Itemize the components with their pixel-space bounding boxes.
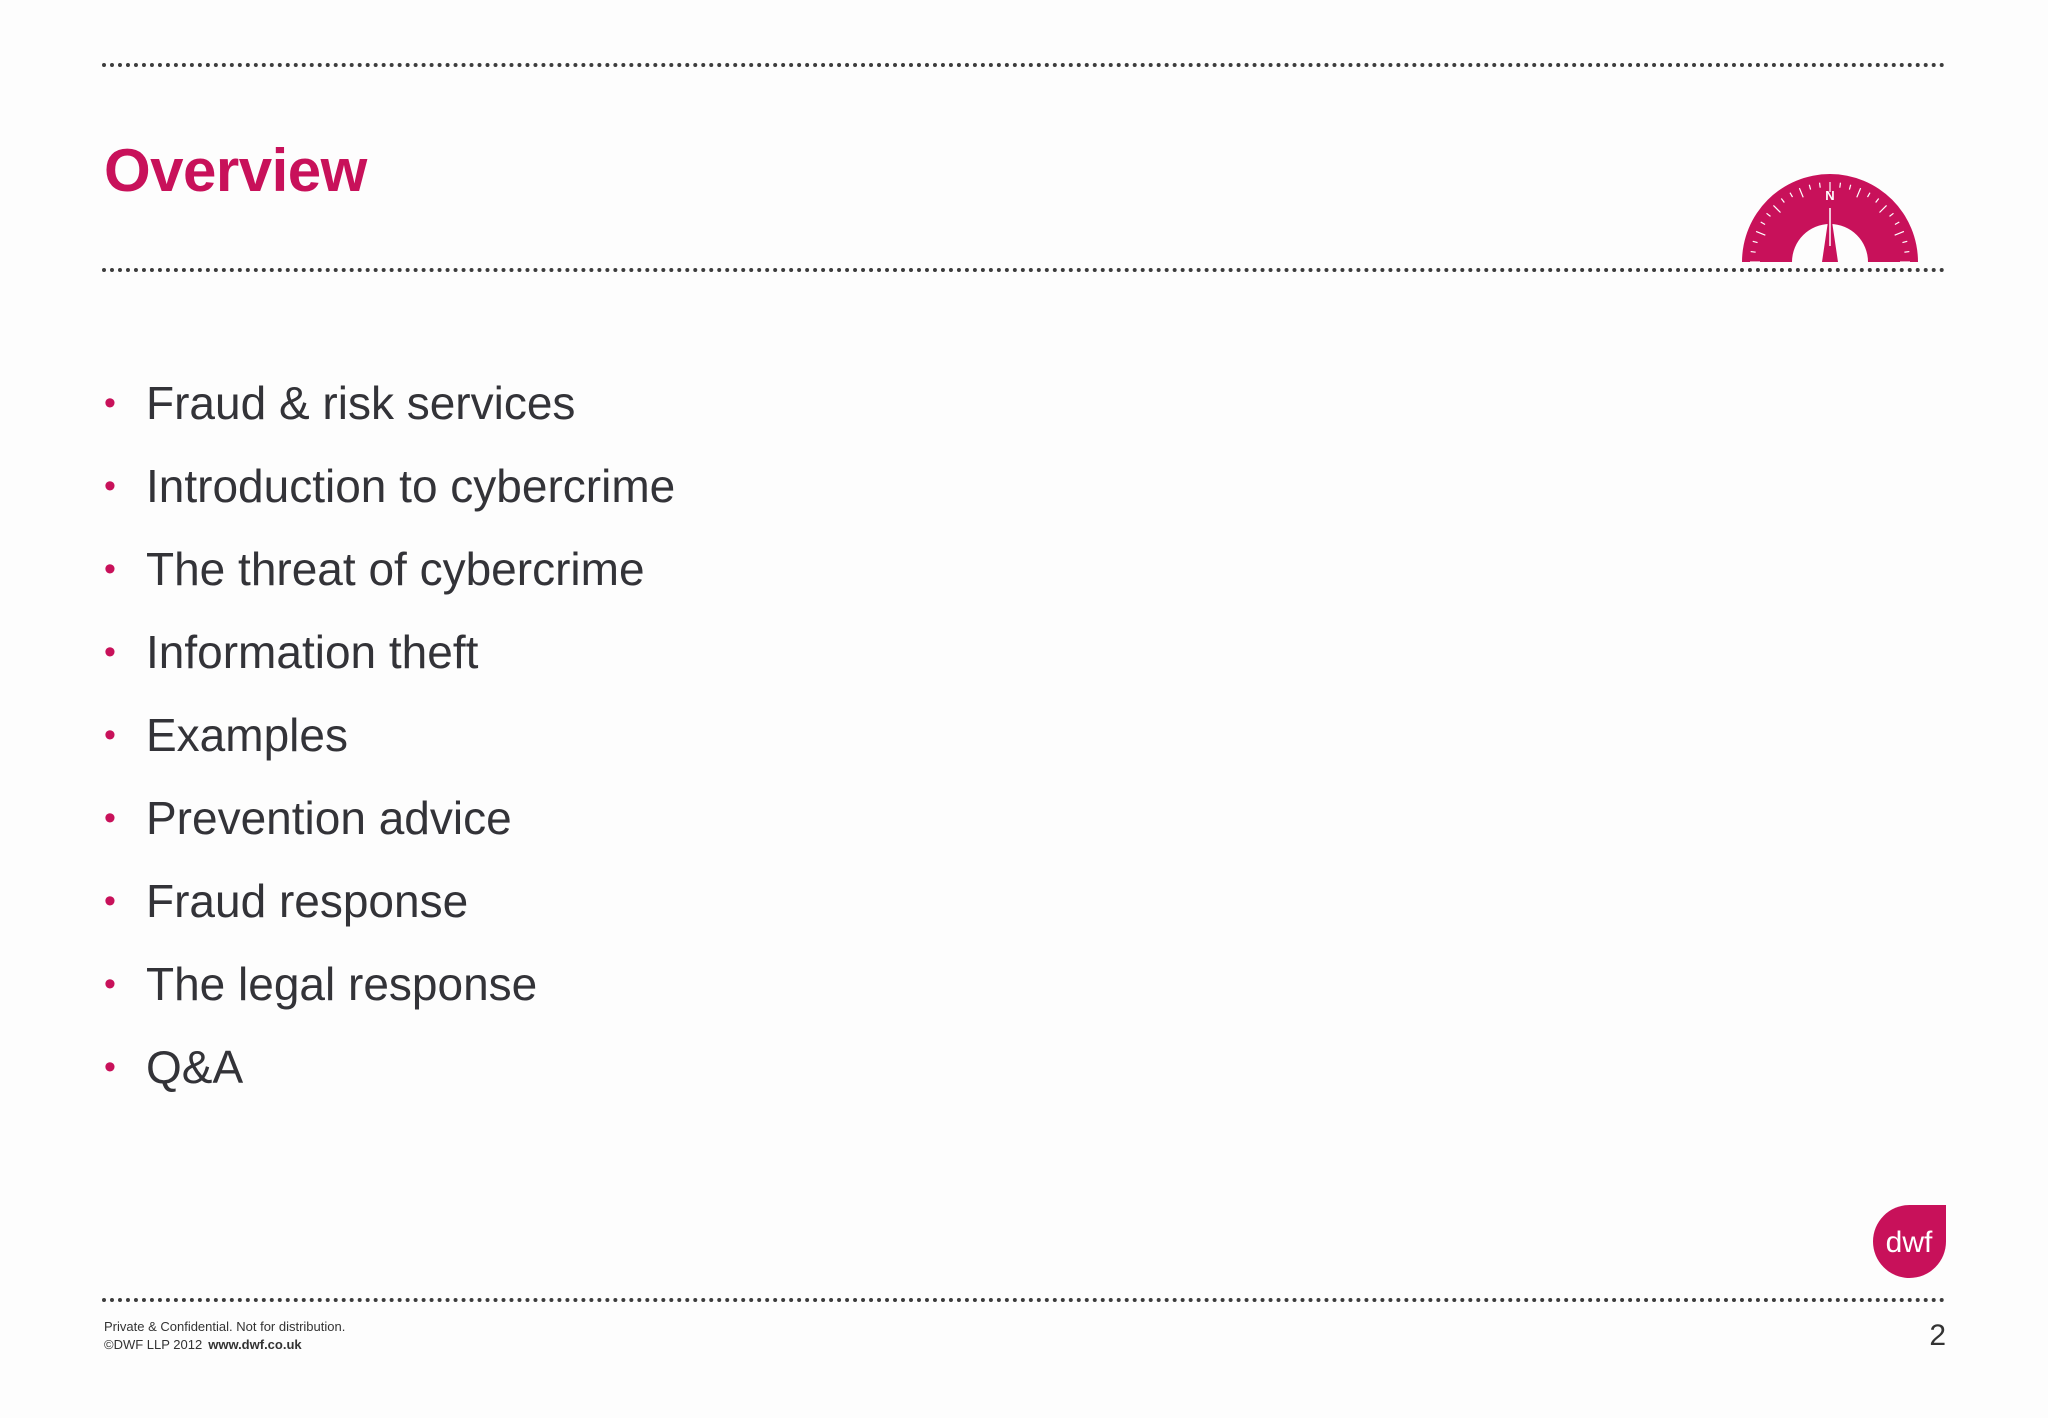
footer-text-block <box>104 1318 345 1354</box>
copyright-text: ©DWF LLP 2012 <box>104 1337 203 1352</box>
bullet-text: Examples <box>146 709 348 761</box>
confidentiality-notice: Private & Confidential. Not for distribution. <box>104 1319 346 1334</box>
bullet-marker: • <box>104 799 116 837</box>
bullet-text: The legal response <box>146 958 538 1010</box>
bullet-marker: • <box>104 882 116 920</box>
compass-tick <box>1840 183 1841 188</box>
bullet-marker: • <box>104 467 116 505</box>
slide-title: Overview <box>104 137 367 204</box>
bullet-text: Fraud & risk services <box>146 377 576 429</box>
title-dotted-divider <box>102 268 1946 272</box>
compass-tick <box>1904 252 1909 253</box>
page-number: 2 <box>1929 1319 1946 1352</box>
bullet-text: Introduction to cybercrime <box>146 460 676 512</box>
bullet-text: Information theft <box>146 626 479 678</box>
footer-website-link[interactable]: www.dwf.co.uk <box>208 1337 302 1352</box>
logo-wordmark: dwf <box>1885 1226 1933 1259</box>
bullet-marker: • <box>104 550 116 588</box>
top-dotted-divider <box>102 63 1946 67</box>
dwf-logo <box>1873 1205 1946 1278</box>
compass-tick <box>1820 183 1821 188</box>
bullet-text: Q&A <box>146 1041 244 1093</box>
bullet-marker: • <box>104 716 116 754</box>
footer-dotted-divider <box>102 1298 1946 1302</box>
bullet-text: The threat of cybercrime <box>146 543 645 595</box>
bullet-marker: • <box>104 1048 116 1086</box>
bullet-text: Fraud response <box>146 875 469 927</box>
compass-dial-icon <box>1742 174 1918 266</box>
bullet-marker: • <box>104 965 116 1003</box>
compass-north-label: N <box>1825 188 1835 203</box>
bullet-marker: • <box>104 384 116 422</box>
copyright-line <box>104 1336 345 1354</box>
bullet-text: Prevention advice <box>146 792 512 844</box>
bullet-marker: • <box>104 633 116 671</box>
compass-tick <box>1751 252 1756 253</box>
